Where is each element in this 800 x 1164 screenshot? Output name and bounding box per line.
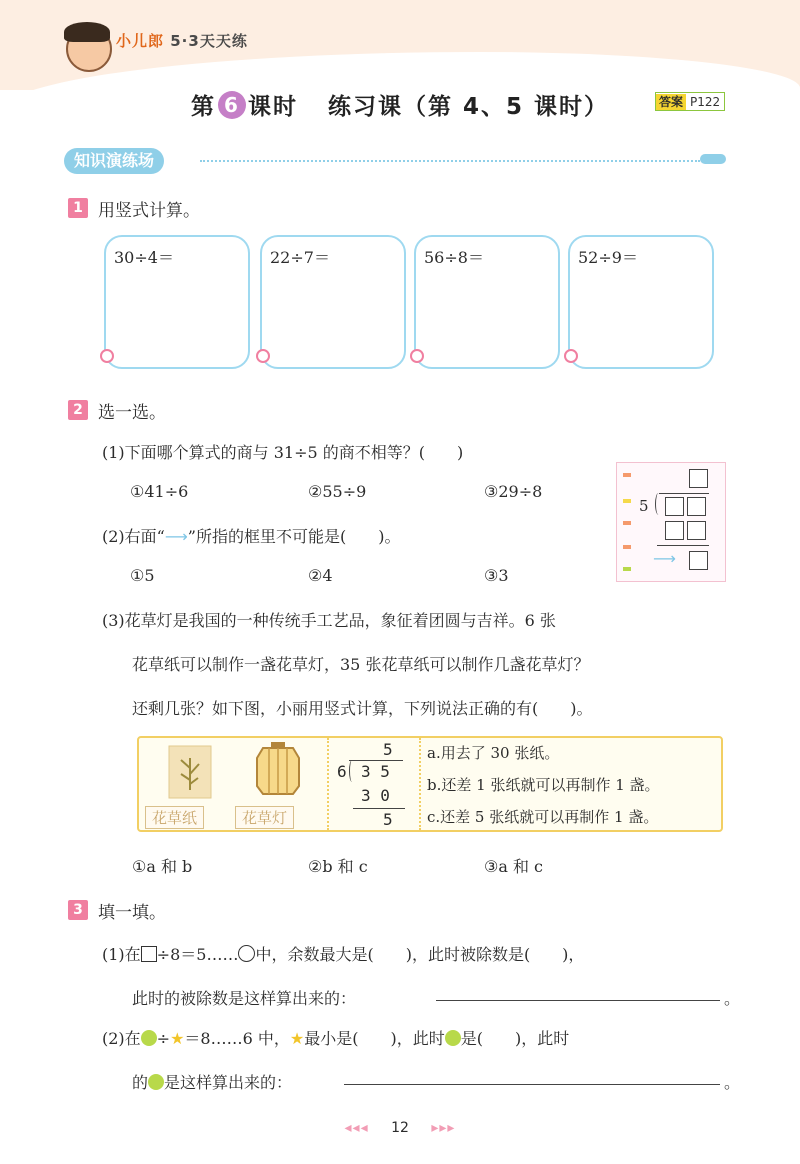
page-title: 第 6 课时 练习课（第 4、5 课时）: [190, 93, 610, 120]
star-icon: ★: [289, 1029, 305, 1048]
calc-box-1[interactable]: 30÷4＝: [104, 235, 250, 369]
q2-part2-option-3[interactable]: ③3: [484, 566, 509, 585]
panel-divider: [419, 738, 423, 830]
q3-part1-text: (1)在 ÷8＝5…… 中，余数最大是( )，此时被除数是( )，: [102, 945, 585, 964]
calc-box-3[interactable]: 56÷8＝: [414, 235, 560, 369]
statement-a: a.用去了 30 张纸。: [427, 744, 560, 762]
box-corner-icon: [564, 349, 578, 363]
q2-part3-line-3: 还剩几张？如下图，小丽用竖式计算，下列说法正确的有( )。: [132, 699, 593, 718]
mascot-hair-icon: [64, 22, 110, 42]
panel-divider: [327, 738, 331, 830]
brand-logo: 小儿郎 5·3天天练: [116, 32, 248, 50]
right-arrows-icon: ▸▸▸: [431, 1120, 456, 1136]
q2-part3-option-1[interactable]: ①a 和 b: [132, 857, 193, 876]
circle-placeholder-icon: [238, 945, 255, 962]
statement-c: c.还差 5 张纸就可以再制作 1 盏。: [427, 808, 659, 826]
page-footer: [0, 1120, 800, 1136]
pencil-icon: [700, 154, 726, 164]
q2-part3-option-3[interactable]: ③a 和 c: [484, 857, 544, 876]
page-number: 12: [391, 1120, 409, 1136]
calc-box-2[interactable]: 22÷7＝: [260, 235, 406, 369]
q2-part1-option-3[interactable]: ③29÷8: [484, 482, 543, 501]
division-remainder: 5: [383, 810, 393, 829]
answer-reference: 答案 P122: [655, 92, 725, 111]
lesson-number-badge: 6: [218, 91, 246, 119]
diagram-tick: [623, 567, 631, 571]
division-bracket: [349, 760, 355, 782]
green-circle-icon: [148, 1074, 164, 1090]
question-1-number: 1: [68, 198, 88, 218]
q3-part2-line-2: 的 是这样算出来的：: [132, 1073, 293, 1092]
product-tens-box[interactable]: [665, 521, 684, 540]
box-corner-icon: [256, 349, 270, 363]
remainder-box[interactable]: [689, 551, 708, 570]
q2-part2-option-2[interactable]: ②4: [308, 566, 333, 585]
question-1-prompt: 用竖式计算。: [98, 201, 200, 221]
division-bar: [659, 493, 709, 494]
q3-part1-answer-line[interactable]: [436, 1000, 720, 1001]
label-flower-paper: 花草纸: [145, 806, 204, 829]
subtraction-line: [353, 808, 405, 809]
q2-part3-line-1: (3)花草灯是我国的一种传统手工艺品，象征着团圆与吉祥。6 张: [102, 611, 556, 630]
flower-lantern-image: [249, 740, 307, 798]
q2-part2-option-1[interactable]: ①5: [130, 566, 155, 585]
product-ones-box[interactable]: [687, 521, 706, 540]
diagram-tick: [623, 473, 631, 477]
dividend-tens-box[interactable]: [665, 497, 684, 516]
question-2-number: 2: [68, 400, 88, 420]
long-division-diagram: [616, 462, 726, 582]
lantern-example-panel: [137, 736, 723, 832]
calc-box-4[interactable]: 52÷9＝: [568, 235, 714, 369]
question-2-prompt: 选一选。: [98, 403, 166, 423]
arrow-icon: ⟶: [653, 549, 676, 568]
q2-part2-text: (2)右面“⟶”所指的框里不可能是( )。: [102, 527, 401, 546]
section-heading: 知识演练场: [64, 148, 164, 174]
q3-part2-period: 。: [724, 1073, 741, 1092]
question-3-number: 3: [68, 900, 88, 920]
q3-part2-text: (2)在 ÷★＝8……6 中，★最小是( )，此时 是( )，此时: [102, 1029, 570, 1048]
q2-part1-option-1[interactable]: ①41÷6: [130, 482, 189, 501]
diagram-tick: [623, 545, 631, 549]
dividend-ones-box[interactable]: [687, 497, 706, 516]
quotient-box[interactable]: [689, 469, 708, 488]
arrow-icon: ⟶: [164, 527, 188, 546]
q2-part3-line-2: 花草纸可以制作一盏花草灯，35 张花草纸可以制作几盏花草灯？: [132, 655, 590, 674]
box-corner-icon: [100, 349, 114, 363]
division-product: 3 0: [361, 786, 390, 805]
division-dividend: 3 5: [361, 762, 390, 781]
diagram-tick: [623, 499, 631, 503]
green-circle-icon: [141, 1030, 157, 1046]
section-divider: [200, 160, 700, 162]
division-bar: [349, 760, 403, 761]
q2-part3-option-2[interactable]: ②b 和 c: [308, 857, 368, 876]
q3-part1-period: 。: [724, 989, 741, 1008]
question-3-prompt: 填一填。: [98, 903, 166, 923]
q2-part1-option-2[interactable]: ②55÷9: [308, 482, 367, 501]
q3-part2-answer-line[interactable]: [344, 1084, 720, 1085]
statement-b: b.还差 1 张纸就可以再制作 1 盏。: [427, 776, 660, 794]
star-icon: ★: [170, 1029, 185, 1048]
divisor-value: 5: [639, 497, 649, 515]
division-quotient: 5: [383, 740, 393, 759]
green-circle-icon: [445, 1030, 461, 1046]
flower-paper-image: [161, 744, 219, 802]
q3-part1-line-2: 此时的被除数是这样算出来的：: [132, 989, 357, 1008]
left-arrows-icon: ◂◂◂: [344, 1120, 369, 1136]
diagram-tick: [623, 521, 631, 525]
division-divisor: 6: [337, 762, 347, 781]
box-corner-icon: [410, 349, 424, 363]
square-placeholder-icon: [141, 946, 157, 962]
label-flower-lantern: 花草灯: [235, 806, 294, 829]
subtraction-line: [657, 545, 709, 546]
q2-part1-text: (1)下面哪个算式的商与 31÷5 的商不相等？( ): [102, 443, 464, 462]
division-bracket: [655, 493, 662, 515]
